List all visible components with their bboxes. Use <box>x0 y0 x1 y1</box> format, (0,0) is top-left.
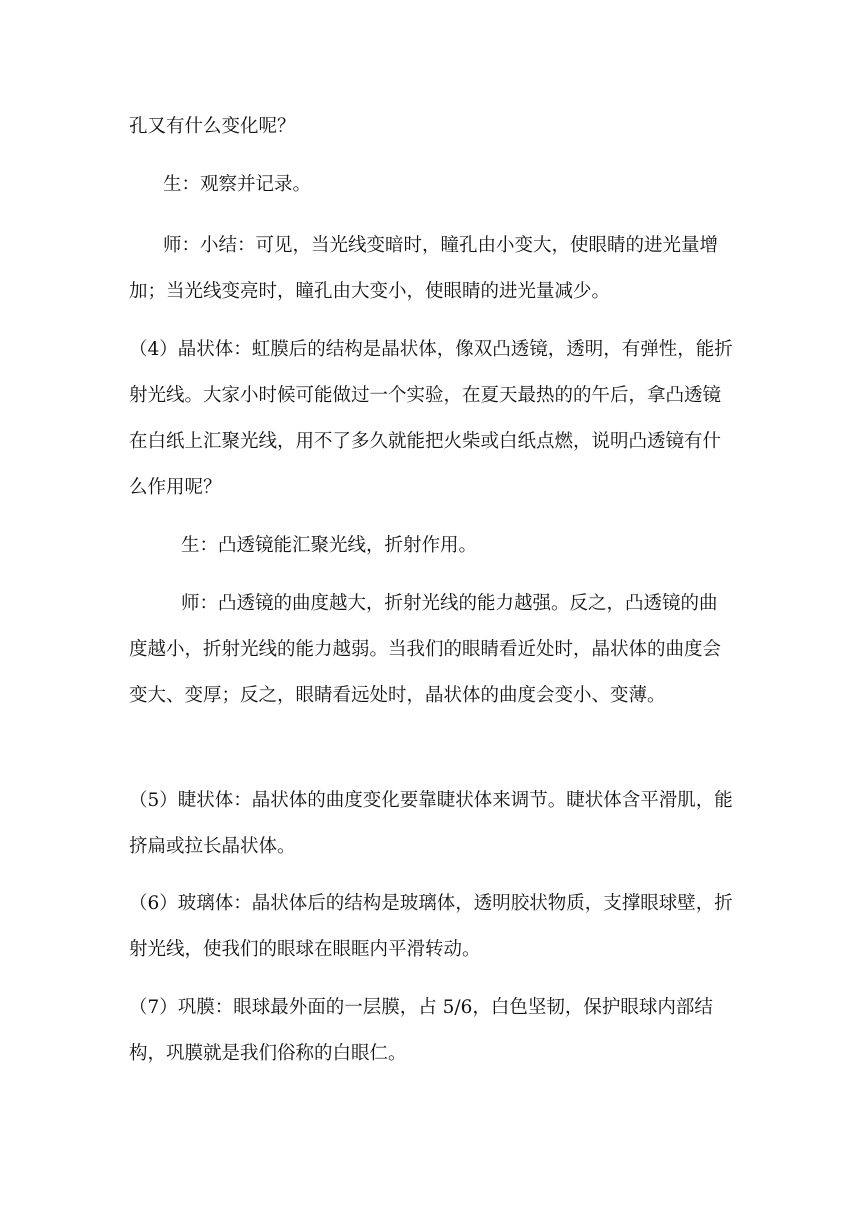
paragraph-lens: （4）晶状体：虹膜后的结构是晶状体，像双凸透镜，透明，有弹性，能折射光线。大家小时候可能做过一个实验，在夏天最热的的午后，拿凸透镜在白纸上汇聚光线，用不了多久就能把火柴或白纸点燃，说明凸透镜有什么作用呢？ <box>129 339 733 498</box>
paragraph-teacher-lens: 师：凸透镜的曲度越大，折射光线的能力越强。反之，凸透镜的曲度越小，折射光线的能力越弱。当我们的眼睛看近处时，晶状体的曲度会变大、变厚；反之，眼睛看远处时，晶状体的曲度会变小、变薄。 <box>129 593 722 706</box>
paragraph-student-2: 生：凸透镜能汇聚光线，折射作用。 <box>181 535 478 556</box>
paragraph-vitreous-body: （6）玻璃体：晶状体后的结构是玻璃体，透明胶状物质，支撑眼球壁，折射光线，使我们的眼球在眼眶内平滑转动。 <box>129 893 733 960</box>
paragraph-teacher-summary: 师：小结：可见，当光线变暗时，瞳孔由小变大，使眼睛的进光量增加；当光线变亮时，瞳孔由大变小，使眼睛的进光量减少。 <box>129 235 719 302</box>
paragraph-continuation: 孔又有什么变化呢？ <box>129 116 296 137</box>
paragraph-student-1: 生：观察并记录。 <box>163 174 312 195</box>
paragraph-sclera: （7）巩膜：眼球最外面的一层膜，占 5/6，白色坚韧，保护眼球内部结构，巩膜就是我们俗称的白眼仁。 <box>129 997 713 1064</box>
paragraph-ciliary-body: （5）睫状体：晶状体的曲度变化要靠睫状体来调节。睫状体含平滑肌，能挤扁或拉长晶状体。 <box>129 790 733 857</box>
